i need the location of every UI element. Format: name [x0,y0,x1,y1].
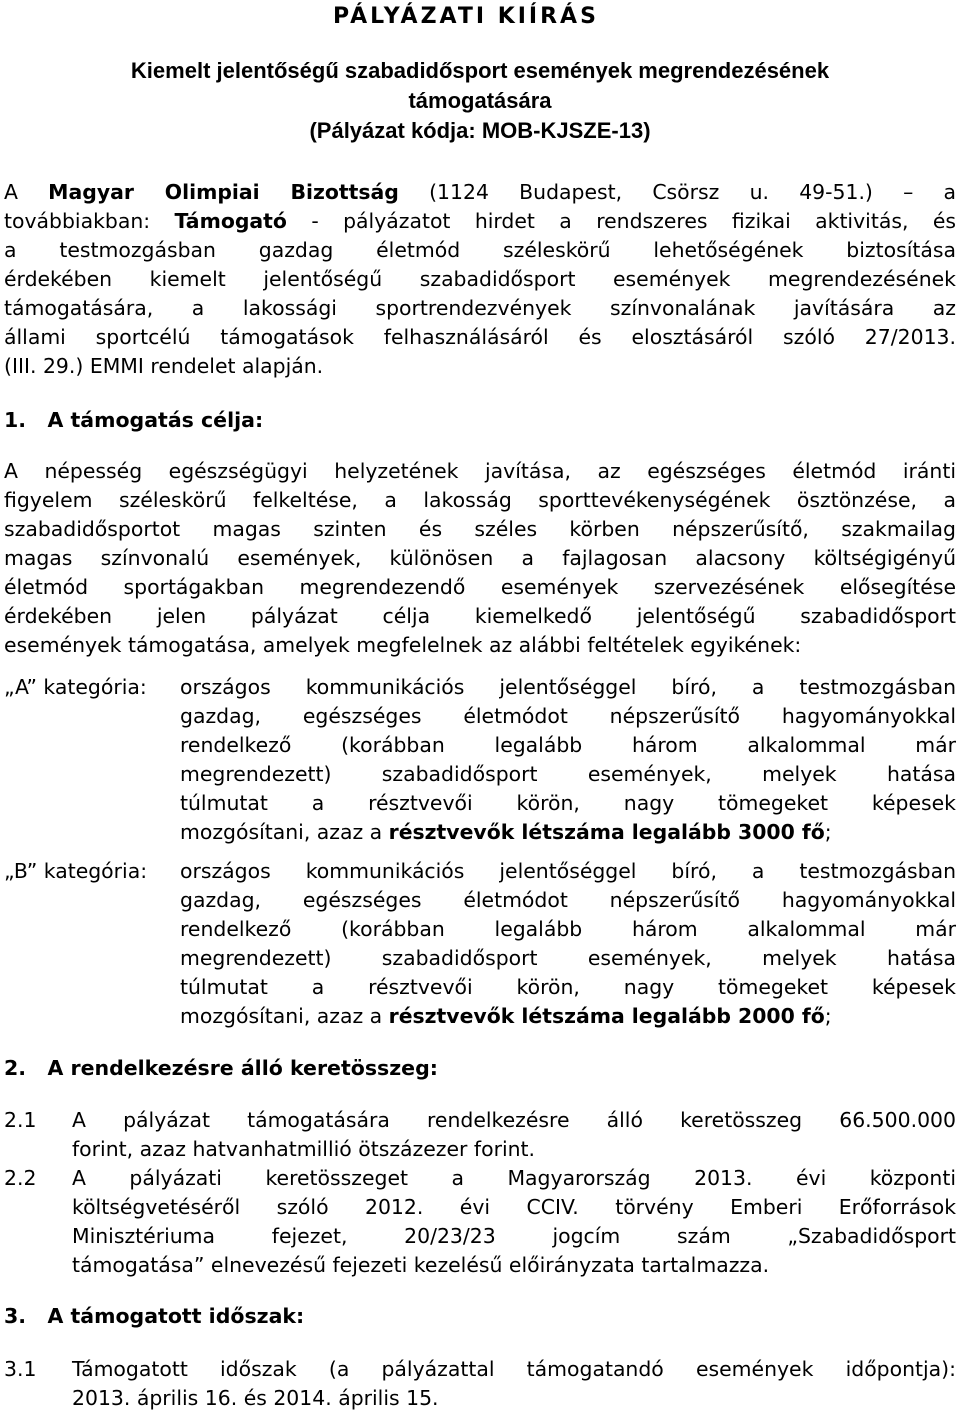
item-2-2-text [72,1164,956,1280]
item-number: 3.1 [4,1357,37,1381]
category-a-description [180,673,956,847]
intro-line: érdekében kiemelt jelentőségű szabadidősport események megrendezésének [4,267,956,291]
intro-line: továbbiakban: Támogató - pályázatot hirdet a rendszeres fizikai aktivitás, és [4,209,956,233]
item-line: Minisztériuma fejezet, 20/23/23 jogcím szám „Szabadidősport [72,1224,956,1248]
category-line: túlmutat a résztvevői körön, nagy tömegeket képesek [180,975,956,999]
item-line: Támogatott időszak (a pályázattal támogatandó események időpontja): [72,1357,956,1381]
paragraph-line: magas színvonalú események, különösen a fajlagosan alacsony költségigényű [4,546,956,570]
category-line: megrendezett) szabadidősport események, melyek hatása [180,946,956,970]
item-number: 2.1 [4,1108,37,1132]
paragraph-line: figyelem széleskörű felkeltése, a lakosság sporttevékenységének ösztönzése, a [4,488,956,512]
section-3-heading: 3. A támogatott időszak: [4,1304,305,1328]
category-b-label: „B” kategória: [4,859,148,883]
category-line: mozgósítani, azaz a résztvevők létszáma legalább 2000 fő; [180,1004,832,1028]
category-line: országos kommunikációs jelentőséggel bíró, a testmozgásban [180,675,956,699]
subtitle-line-2: támogatására [408,88,552,113]
item-2-1-text [72,1106,956,1164]
category-line: országos kommunikációs jelentőséggel bíró, a testmozgásban [180,859,956,883]
category-line: gazdag, egészséges életmódot népszerűsítő hagyományokkal [180,888,956,912]
intro-line: (III. 29.) EMMI rendelet alapján. [4,354,324,378]
paragraph-line: A népesség egészségügyi helyzetének javítása, az egészséges életmód iránti [4,459,956,483]
item-number: 2.2 [4,1166,37,1190]
item-line: költségvetéséről szóló 2012. évi CCIV. törvény Emberi Erőforrások [72,1195,956,1219]
category-line: rendelkező (korábban legalább három alkalommal már [180,917,956,941]
intro-paragraph [4,178,956,381]
section-1-heading: 1. A támogatás célja: [4,408,264,432]
item-line: forint, azaz hatvanhatmillió ötszázezer forint. [72,1137,536,1161]
category-b-description [180,857,956,1031]
supporter-term: Támogató [174,209,287,233]
category-line: rendelkező (korábban legalább három alkalommal már [180,733,956,757]
document-title: PÁLYÁZATI KIÍRÁS [333,4,599,29]
subtitle-line-1: Kiemelt jelentőségű szabadidősport események megrendezésének [130,58,830,83]
category-a-label: „A” kategória: [4,675,147,699]
participant-threshold: résztvevők létszáma legalább 3000 fő [388,820,825,844]
category-line: túlmutat a résztvevői körön, nagy tömegeket képesek [180,791,956,815]
item-3-1-text [72,1355,956,1413]
intro-line: támogatására, a lakossági sportrendezvények színvonalának javítására az [4,296,956,320]
item-line: A pályázat támogatására rendelkezésre álló keretösszeg 66.500.000 [72,1108,956,1132]
section-2-heading: 2. A rendelkezésre álló keretösszeg: [4,1056,438,1080]
paragraph-line: események támogatása, amelyek megfelelnek az alábbi feltételek egyikének: [4,633,802,657]
item-line: A pályázati keretösszeget a Magyarország 2013. évi központi [72,1166,956,1190]
category-line: megrendezett) szabadidősport események, melyek hatása [180,762,956,786]
intro-line: A Magyar Olimpiai Bizottság (1124 Budapest, Csörsz u. 49-51.) – a [4,180,956,204]
paragraph-line: szabadidősportot magas szinten és széles körben népszerűsítő, szakmailag [4,517,956,541]
intro-line: állami sportcélú támogatások felhasználásáról és elosztásáról szóló 27/2013. [4,325,956,349]
subtitle-line-3: (Pályázat kódja: MOB-KJSZE-13) [309,118,651,143]
item-line: 2013. április 16. és 2014. április 15. [72,1386,439,1410]
paragraph-line: életmód sportágakban megrendezendő események szervezésének elősegítése [4,575,956,599]
item-line: támogatása” elnevezésű fejezeti kezelésű előirányzata tartalmazza. [72,1253,770,1277]
paragraph-line: érdekében jelen pályázat célja kiemelkedő jelentőségű szabadidősport [4,604,956,628]
category-line: mozgósítani, azaz a résztvevők létszáma legalább 3000 fő; [180,820,832,844]
category-line: gazdag, egészséges életmódot népszerűsítő hagyományokkal [180,704,956,728]
participant-threshold: résztvevők létszáma legalább 2000 fő [388,1004,825,1028]
section-1-paragraph [4,457,956,660]
organization-name: Magyar Olimpiai Bizottság [48,180,399,204]
intro-line: a testmozgásban gazdag életmód széleskörű lehetőségének biztosítása [4,238,956,262]
